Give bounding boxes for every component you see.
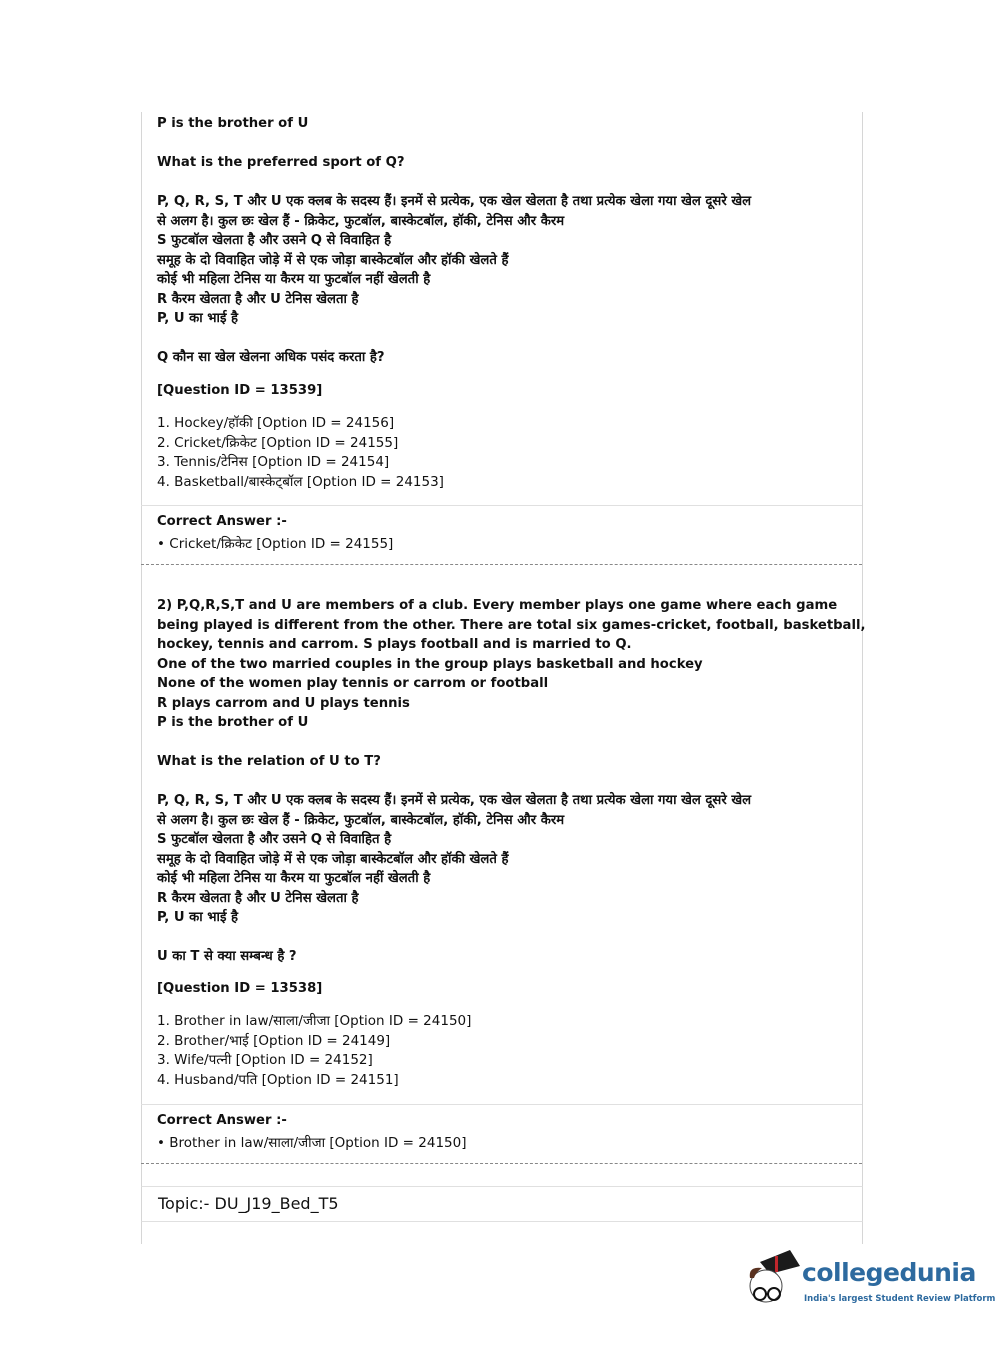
q1-hi-line: R कैरम खेलता है और U टेनिस खेलता है — [157, 291, 359, 307]
q2-en-line: hockey, tennis and carrom. S plays football and is married to Q. — [157, 637, 632, 652]
q2-correct-value: Brother in law/साला/जीजा [Option ID = 24150] — [169, 1135, 467, 1151]
q1-question-en: What is the preferred sport of Q? — [157, 155, 405, 170]
option: 3. Tennis/टेनिस [Option ID = 24154] — [157, 454, 390, 470]
q2-question-en: What is the relation of U to T? — [157, 754, 381, 769]
q1-tail-en: P is the brother of U — [157, 116, 309, 131]
q2-correct-label: Correct Answer :- — [157, 1113, 287, 1128]
q2-options — [157, 1012, 847, 1090]
q2-hi-line: S फुटबॉल खेलता है और उसने Q से विवाहित है — [157, 832, 392, 847]
option: 3. Wife/पत्नी [Option ID = 24152] — [157, 1052, 373, 1068]
q1-hi-line: समूह के दो विवाहित जोड़े में से एक जोड़ा बास्केटबॉल और हॉकी खेलते हैं — [157, 252, 509, 268]
divider — [141, 505, 862, 506]
option: 2. Cricket/क्रिकेट [Option ID = 24155] — [157, 434, 399, 451]
q2-en-line: None of the women play tennis or carrom or football — [157, 676, 549, 691]
q2-question-hi: U का T से क्या सम्बन्ध है ? — [157, 949, 297, 964]
divider — [141, 1104, 862, 1105]
q2-question-id: [Question ID = 13538] — [157, 981, 323, 996]
q1-question-hi: Q कौन सा खेल खेलना अधिक पसंद करता है? — [157, 350, 385, 365]
dashed-divider — [141, 564, 862, 565]
dashed-divider — [141, 1163, 862, 1164]
q2-hi-line: P, Q, R, S, T और U एक क्लब के सदस्य हैं। इनमें से प्रत्येक, एक खेल खेलता है तथा प्रत्येक खेला गया खेल दूसरे खेल — [157, 793, 752, 808]
q1-hi-line: से अलग है। कुल छः खेल हैं - क्रिकेट, फुटबॉल, बास्केटबॉल, हॉकी, टेनिस और कैरम — [157, 213, 565, 229]
q1-hi-line: P, Q, R, S, T और U एक क्लब के सदस्य हैं। इनमें से प्रत्येक, एक खेल खेलता है तथा प्रत्येक खेला गया खेल दूसरे खेल — [157, 194, 752, 209]
q2-en-line: P is the brother of U — [157, 715, 309, 730]
q2-en-line: One of the two married couples in the group plays basketball and hockey — [157, 656, 703, 672]
option: 4. Husband/पति [Option ID = 24151] — [157, 1071, 399, 1088]
q2-hi-line: समूह के दो विवाहित जोड़े में से एक जोड़ा बास्केटबॉल और हॉकी खेलते हैं — [157, 851, 509, 867]
q2-en-line: R plays carrom and U plays tennis — [157, 695, 410, 711]
q1-hi-line: P, U का भाई है — [157, 311, 239, 326]
q1-correct-value: Cricket/क्रिकेट [Option ID = 24155] — [169, 536, 394, 552]
brand-name: collegedunia — [802, 1258, 976, 1287]
option: 1. Hockey/हॉकी [Option ID = 24156] — [157, 415, 395, 431]
q2-hi-line: P, U का भाई है — [157, 910, 239, 925]
q1-question-block — [157, 114, 847, 368]
q1-correct-label: Correct Answer :- — [157, 514, 287, 529]
q2-question-block — [157, 596, 866, 967]
option: 2. Brother/भाई [Option ID = 24149] — [157, 1032, 391, 1049]
collegedunia-logo — [742, 1248, 996, 1316]
q1-hi-line: S फुटबॉल खेलता है और उसने Q से विवाहित है — [157, 233, 392, 248]
option: 4. Basketball/बास्केट्बॉल [Option ID = 24153] — [157, 473, 444, 490]
topic-label: Topic:- DU_J19_Bed_T5 — [158, 1194, 339, 1213]
q2-hi-line: से अलग है। कुल छः खेल हैं - क्रिकेट, फुटबॉल, बास्केटबॉल, हॉकी, टेनिस और कैरम — [157, 812, 565, 828]
q2-correct-answer: • Brother in law/साला/जीजा [Option ID = 24150] — [157, 1135, 467, 1151]
mascot-icon — [742, 1248, 802, 1316]
brand-tagline: India's largest Student Review Platform — [804, 1294, 996, 1304]
q2-en-line: being played is different from the other. There are total six games-cricket, football, basketball, — [157, 617, 866, 633]
q1-question-id: [Question ID = 13539] — [157, 383, 323, 398]
q1-correct-answer: • Cricket/क्रिकेट [Option ID = 24155] — [157, 536, 394, 552]
option: 1. Brother in law/साला/जीजा [Option ID = 24150] — [157, 1013, 472, 1029]
topic-bar — [141, 1186, 863, 1222]
q2-hi-line: कोई भी महिला टेनिस या कैरम या फुटबॉल नहीं खेलती है — [157, 871, 431, 886]
q2-hi-line: R कैरम खेलता है और U टेनिस खेलता है — [157, 890, 359, 906]
q1-hi-line: कोई भी महिला टेनिस या कैरम या फुटबॉल नहीं खेलती है — [157, 272, 431, 287]
q1-options — [157, 414, 847, 492]
q2-en-line: 2) P,Q,R,S,T and U are members of a club. Every member plays one game where each game — [157, 598, 838, 613]
